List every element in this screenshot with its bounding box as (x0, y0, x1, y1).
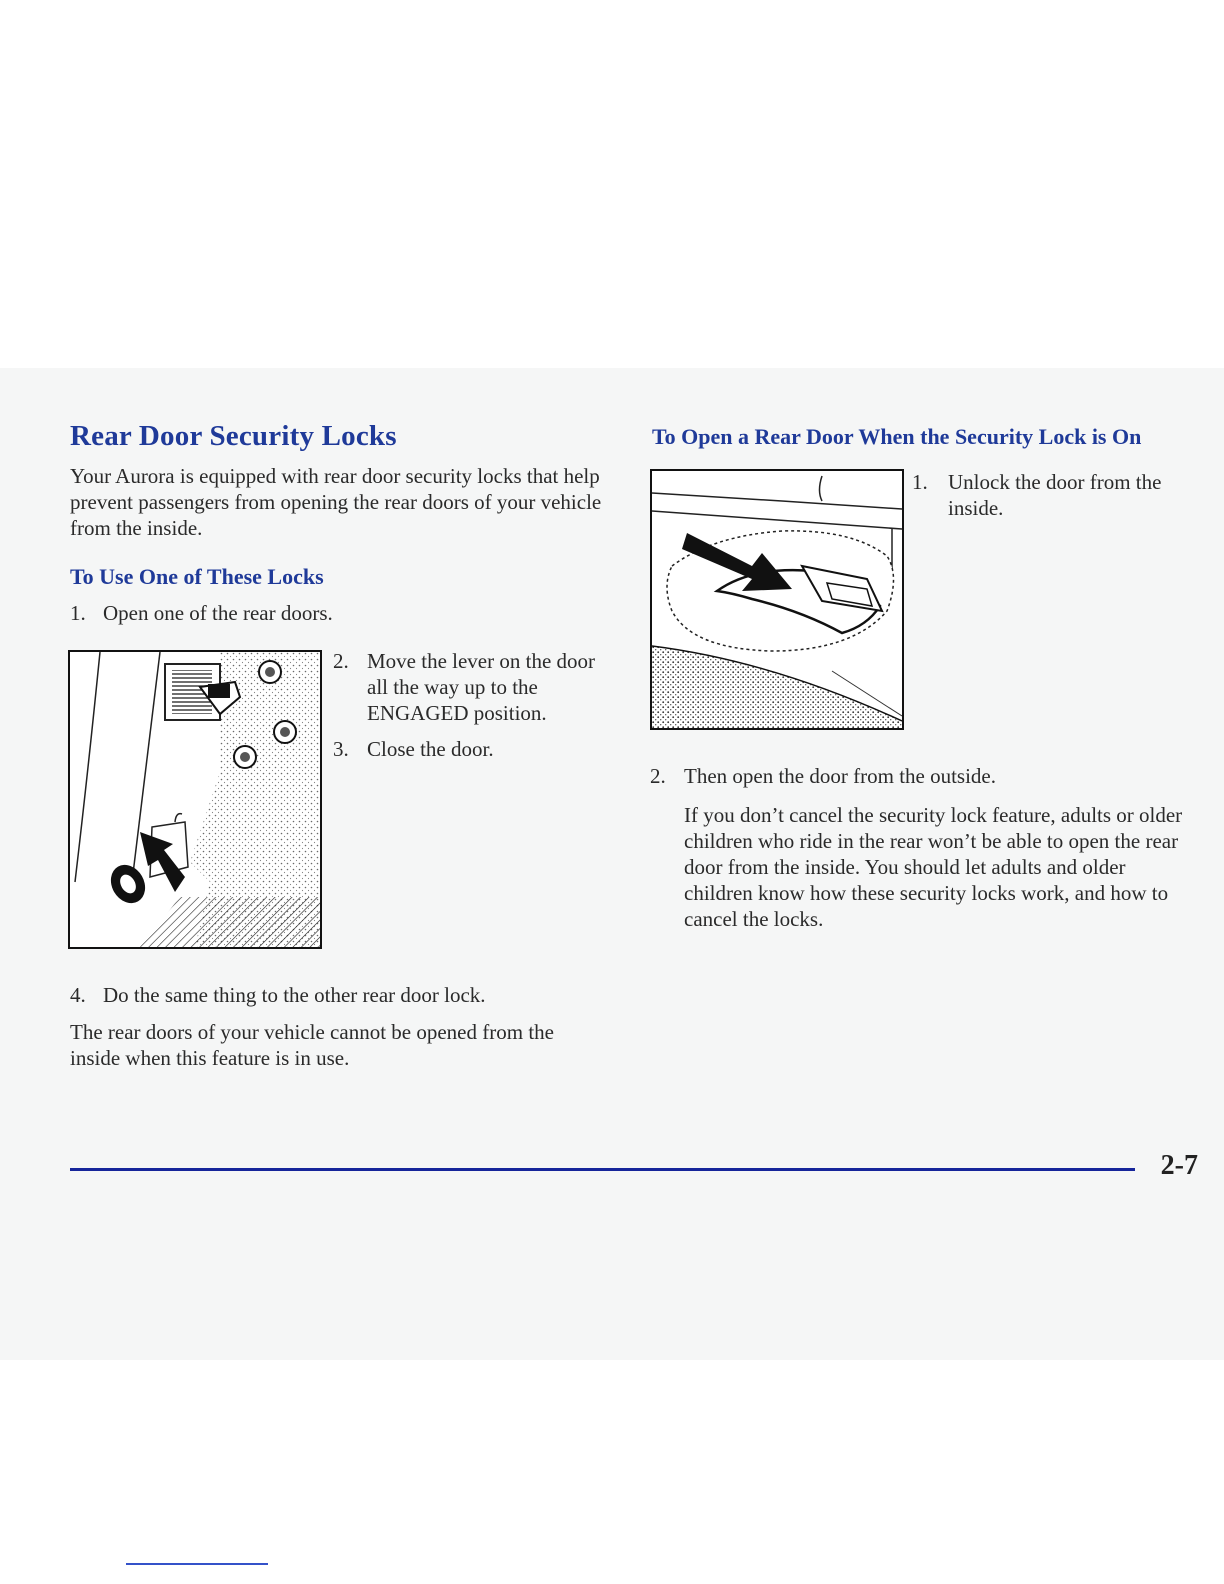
door-handle-illustration (650, 469, 904, 730)
door-lock-lever-illustration (68, 650, 322, 949)
step-item (650, 763, 1190, 789)
step-text: Then open the door from the outside. (684, 764, 997, 788)
footer-rule (70, 1168, 1135, 1171)
subheading-open-rear-door: To Open a Rear Door When the Security Lock is On (652, 424, 1142, 449)
warning-note: If you don’t cancel the security lock feature, adults or older children who ride in the rear won’t be able to open the rear door from the inside. You should let adults and older children know how these security locks work, and how to cancel the locks. (684, 803, 1183, 931)
step-number: 2. (650, 764, 666, 788)
step-number: 1. (70, 601, 86, 625)
page-title: Rear Door Security Locks (70, 420, 397, 452)
step-number: 1. (912, 470, 928, 494)
step-item (333, 648, 618, 728)
step-item (70, 982, 610, 1008)
step-number: 3. (333, 737, 349, 761)
step-item (912, 469, 1192, 523)
step-text: Unlock the door from the inside. (948, 470, 1162, 520)
step-number: 2. (333, 649, 349, 673)
bottom-link-underline (126, 1563, 268, 1565)
step-text: Close the door. (367, 737, 494, 761)
step-number: 4. (70, 983, 86, 1007)
step-item (70, 600, 590, 626)
closing-paragraph: The rear doors of your vehicle cannot be opened from the inside when this feature is in use. (70, 1020, 554, 1070)
step-item (333, 736, 618, 762)
intro-paragraph: Your Aurora is equipped with rear door security locks that help prevent passengers from opening the rear doors of your vehicle from the inside. (70, 464, 602, 540)
step-text: Do the same thing to the other rear door lock. (103, 983, 486, 1007)
step-text: Move the lever on the door all the way up to the ENGAGED position. (367, 649, 596, 725)
step-text: Open one of the rear doors. (103, 601, 333, 625)
subheading-use-locks: To Use One of These Locks (70, 564, 324, 589)
page-number: 2-7 (1160, 1150, 1198, 1181)
